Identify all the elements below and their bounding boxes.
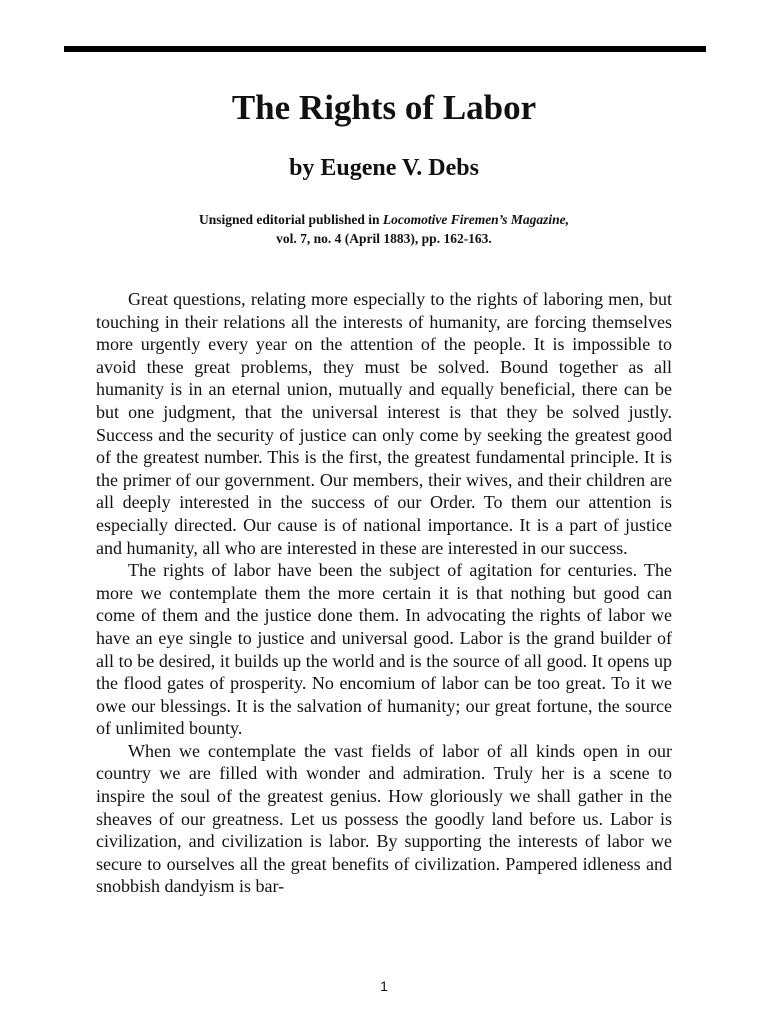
- publication-note-prefix: Unsigned editorial published in: [199, 212, 383, 227]
- publication-note-line2: vol. 7, no. 4 (April 1883), pp. 162-163.: [276, 231, 492, 246]
- page-number: 1: [380, 978, 388, 994]
- paragraph: The rights of labor have been the subject of agitation for centuries. The more we contemplate them the more certain it is that nothing but good can come of them and the justice done them. In advocating the rights of labor we have an eye single to justice and universal good. Labor is the grand builder of all to be desired, it builds up the world and is the source of all good. It opens up the flood gates of prosperity. No encomium of labor can be too great. To it we owe our blessings. It is the salvation of humanity; our great fortune, the source of unlimited bounty.: [96, 560, 672, 739]
- publication-note-line1: [0, 210, 768, 229]
- paragraph: Great questions, relating more especially to the rights of laboring men, but touching in their relations all the interests of humanity, are forcing themselves more urgently every year on the attention of the people. It is impossible to avoid these great problems, they must be solved. Bound together as all humanity is in an eternal union, mutually and equally beneficial, there can be but one judgment, that the universal interest is that they be solved justly. Success and the security of justice can only come by seeking the greatest good of the greatest number. This is the first, the greatest fundamental principle. It is the primer of our government. Our members, their wives, and their children are all deeply interested in the success of our Order. To them our attention is especially directed. Our cause is of national importance. It is a part of justice and humanity, all who are interested in these are interested in our success.: [96, 289, 672, 558]
- top-rule: [64, 46, 706, 52]
- magazine-title: Locomotive Firemen’s Magazine,: [382, 212, 569, 227]
- document-author: by Eugene V. Debs: [289, 155, 479, 181]
- document-title: The Rights of Labor: [231, 88, 537, 127]
- paragraph: When we contemplate the vast fields of labor of all kinds open in our country we are filled with wonder and admiration. Truly her is a scene to inspire the soul of the greatest genius. How gloriously we shall gather in the sheaves of our greatness. Let us possess the goodly land before us. Labor is civilization, and civilization is labor. By supporting the interests of labor we secure to ourselves all the great benefits of civilization. Pampered idleness and snobbish dandyism is bar-: [96, 740, 672, 897]
- publication-note: [0, 210, 768, 248]
- body-text: [96, 288, 672, 898]
